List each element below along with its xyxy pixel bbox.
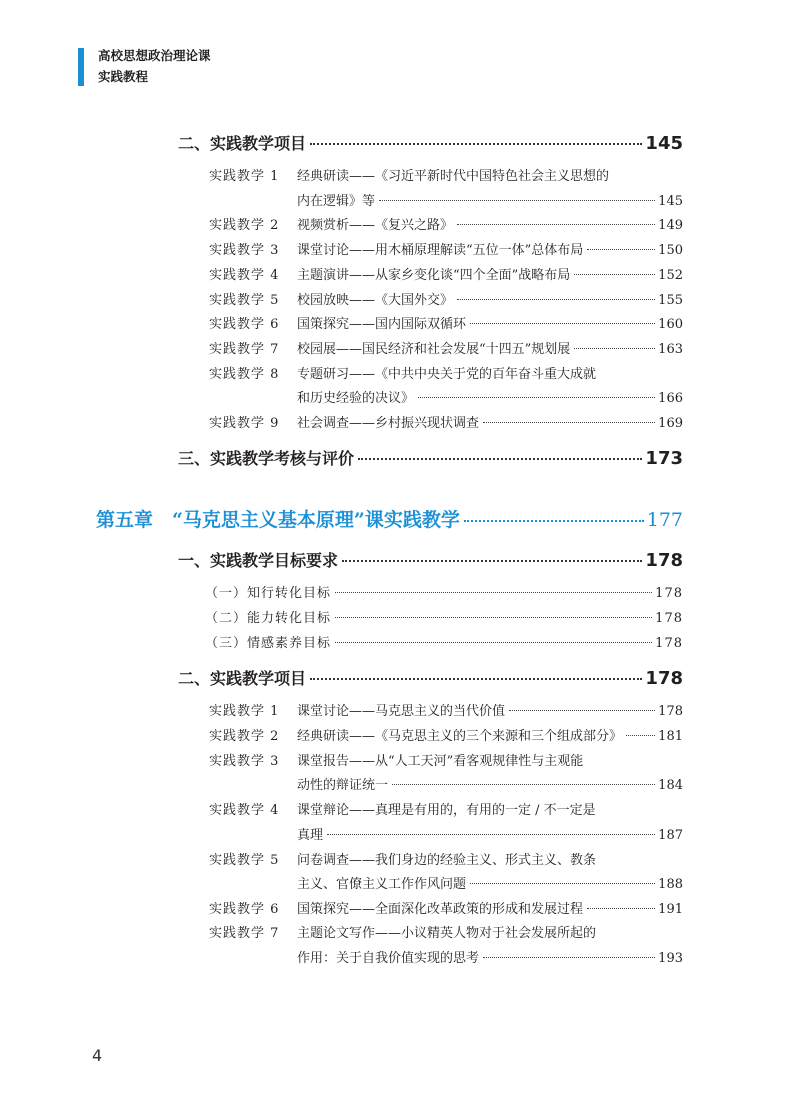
toc-page-number: 178: [655, 586, 683, 601]
dot-leader: [470, 883, 655, 884]
toc-page-number: 178: [655, 611, 683, 626]
toc-item-title-line[interactable]: 主题论文写作——小议精英人物对于社会发展所起的: [297, 926, 597, 941]
dot-leader: [509, 710, 655, 711]
toc-section-label: 三、实践教学考核与评价: [178, 449, 355, 468]
toc-item-title: 视频赏析——《复兴之路》: [297, 218, 454, 233]
toc-subitem-title: （一）知行转化目标: [205, 586, 332, 601]
toc-item-number: 实践教学 7: [209, 342, 280, 357]
toc-subitem-title: （三）情感素养目标: [205, 636, 332, 651]
toc-section-practice-projects[interactable]: [178, 131, 683, 154]
toc-section-label: 一、实践教学目标要求: [178, 551, 339, 570]
toc-page-number: 163: [658, 342, 683, 357]
toc-subitem-2[interactable]: [205, 607, 683, 626]
toc-item-title-line[interactable]: 问卷调查——我们身边的经验主义、形式主义、教条: [297, 853, 597, 868]
toc-page-number: 173: [645, 448, 683, 469]
toc-section-assessment[interactable]: [178, 446, 683, 469]
toc-item-title-line[interactable]: 课堂辩论——真理是有用的，有用的一定 / 不一定是: [297, 803, 596, 818]
dot-leader: [335, 592, 652, 593]
toc-page-number: 178: [645, 668, 683, 689]
toc-section-label: 二、实践教学项目: [178, 669, 307, 688]
toc-page-number: 178: [658, 704, 683, 719]
toc-item-number: 实践教学 2: [209, 729, 280, 744]
toc-item-title-line: 作用：关于自我价值实现的思考: [297, 951, 480, 966]
dot-leader: [483, 957, 655, 958]
toc-item-number: 实践教学 3: [209, 754, 280, 769]
dot-leader: [335, 642, 652, 643]
toc-page-number: 178: [645, 550, 683, 571]
toc-item-number: 实践教学 1: [209, 169, 280, 184]
toc-item-number: 实践教学 4: [209, 268, 280, 283]
dot-leader: [418, 397, 655, 398]
toc-item-3[interactable]: [209, 239, 683, 258]
toc-item-number: 实践教学 5: [209, 853, 280, 868]
header-title: 高校思想政治理论课: [98, 48, 211, 63]
toc-section-practice-projects-2[interactable]: [178, 666, 683, 689]
toc-item-number: 实践教学 6: [209, 317, 280, 332]
toc-item-title-line[interactable]: 课堂报告——从“人工天河”看客观规律性与主观能: [297, 754, 584, 769]
toc-item-title: 社会调查——乡村振兴现状调查: [297, 416, 480, 431]
dot-leader: [358, 458, 642, 460]
toc-page-number: 188: [658, 877, 683, 892]
toc-subitem-title: （二）能力转化目标: [205, 611, 332, 626]
dot-leader: [464, 520, 644, 522]
dot-leader: [626, 735, 655, 736]
toc-item-number: 实践教学 1: [209, 704, 280, 719]
toc-chapter-5[interactable]: [96, 505, 683, 532]
page-number: 4: [92, 1046, 103, 1065]
toc-item-title-line[interactable]: 经典研读——《习近平新时代中国特色社会主义思想的: [297, 169, 610, 184]
toc-item-number: 实践教学 8: [209, 367, 280, 382]
toc-item-title: 校园放映——《大国外交》: [297, 293, 454, 308]
toc-item-number: 实践教学 5: [209, 293, 280, 308]
dot-leader: [470, 323, 655, 324]
toc-page-number: 193: [658, 951, 683, 966]
dot-leader: [392, 784, 655, 785]
toc-item-1[interactable]: [297, 190, 683, 209]
dot-leader: [327, 834, 655, 835]
toc-item-title-line: 真理: [297, 828, 324, 843]
toc-item-ch5-1[interactable]: [209, 700, 683, 719]
dot-leader: [574, 348, 655, 349]
toc-item-5[interactable]: [209, 289, 683, 308]
toc-page-number: 155: [658, 293, 683, 308]
dot-leader: [342, 560, 642, 562]
toc-page-number: 187: [658, 828, 683, 843]
dot-leader: [587, 908, 655, 909]
toc-section-label: 二、实践教学项目: [178, 134, 307, 153]
toc-item-number: 实践教学 6: [209, 902, 280, 917]
toc-page-number: 181: [658, 729, 683, 744]
dot-leader: [310, 678, 642, 680]
toc-page-number: 178: [655, 636, 683, 651]
toc-page-number: 150: [658, 243, 683, 258]
toc-section-goals[interactable]: [178, 548, 683, 571]
toc-item-7[interactable]: [209, 338, 683, 357]
toc-page-number: 177: [646, 509, 683, 531]
toc-chapter-label: 第五章 “马克思主义基本原理”课实践教学: [96, 509, 460, 531]
toc-item-ch5-3[interactable]: [297, 774, 683, 793]
toc-page-number: 169: [658, 416, 683, 431]
toc-item-4[interactable]: [209, 264, 683, 283]
toc-item-ch5-5[interactable]: [297, 873, 683, 892]
dot-leader: [483, 422, 655, 423]
dot-leader: [587, 249, 655, 250]
toc-item-number: 实践教学 3: [209, 243, 280, 258]
toc-page-number: 160: [658, 317, 683, 332]
toc-page-number: 184: [658, 778, 683, 793]
toc-page-number: 166: [658, 391, 683, 406]
dot-leader: [457, 224, 655, 225]
toc-item-number: 实践教学 7: [209, 926, 280, 941]
toc-item-number: 实践教学 2: [209, 218, 280, 233]
dot-leader: [574, 274, 655, 275]
toc-item-ch5-6[interactable]: [209, 898, 683, 917]
dot-leader: [335, 617, 652, 618]
toc-item-number: 实践教学 4: [209, 803, 280, 818]
toc-item-title-line: 内在逻辑》等: [297, 194, 376, 209]
toc-item-title: 课堂讨论——马克思主义的当代价值: [297, 704, 506, 719]
toc-item-title: 校园展——国民经济和社会发展“十四五”规划展: [297, 342, 571, 357]
toc-item-9[interactable]: [209, 412, 683, 431]
toc-subitem-3[interactable]: [205, 632, 683, 651]
toc-subitem-1[interactable]: [205, 582, 683, 601]
toc-item-2[interactable]: [209, 214, 683, 233]
toc-page-number: 152: [658, 268, 683, 283]
toc-page-number: 149: [658, 218, 683, 233]
toc-item-title-line: 动性的辩证统一: [297, 778, 389, 793]
toc-item-6[interactable]: [209, 313, 683, 332]
toc-item-ch5-7[interactable]: [297, 947, 683, 966]
toc-item-title-line: 和历史经验的决议》: [297, 391, 415, 406]
dot-leader: [457, 299, 655, 300]
toc-item-title: 课堂讨论——用木桶原理解读“五位一体”总体布局: [297, 243, 584, 258]
header-subtitle: 实践教程: [98, 69, 149, 84]
toc-page-number: 145: [658, 194, 683, 209]
toc-item-title-line: 主义、官僚主义工作作风问题: [297, 877, 467, 892]
toc-page-number: 191: [658, 902, 683, 917]
toc-item-title: 主题演讲——从家乡变化谈“四个全面”战略布局: [297, 268, 571, 283]
toc-item-title: 国策探究——国内国际双循环: [297, 317, 467, 332]
toc-item-title: 国策探究——全面深化改革政策的形成和发展过程: [297, 902, 584, 917]
toc-item-ch5-4[interactable]: [297, 824, 683, 843]
toc-item-title-line[interactable]: 专题研习——《中共中央关于党的百年奋斗重大成就: [297, 367, 597, 382]
toc-item-number: 实践教学 9: [209, 416, 280, 431]
toc-item-ch5-2[interactable]: [209, 725, 683, 744]
dot-leader: [310, 143, 642, 145]
toc-page-number: 145: [645, 133, 683, 154]
toc-item-title: 经典研读——《马克思主义的三个来源和三个组成部分》: [297, 729, 623, 744]
toc-item-8[interactable]: [297, 387, 683, 406]
dot-leader: [379, 200, 655, 201]
